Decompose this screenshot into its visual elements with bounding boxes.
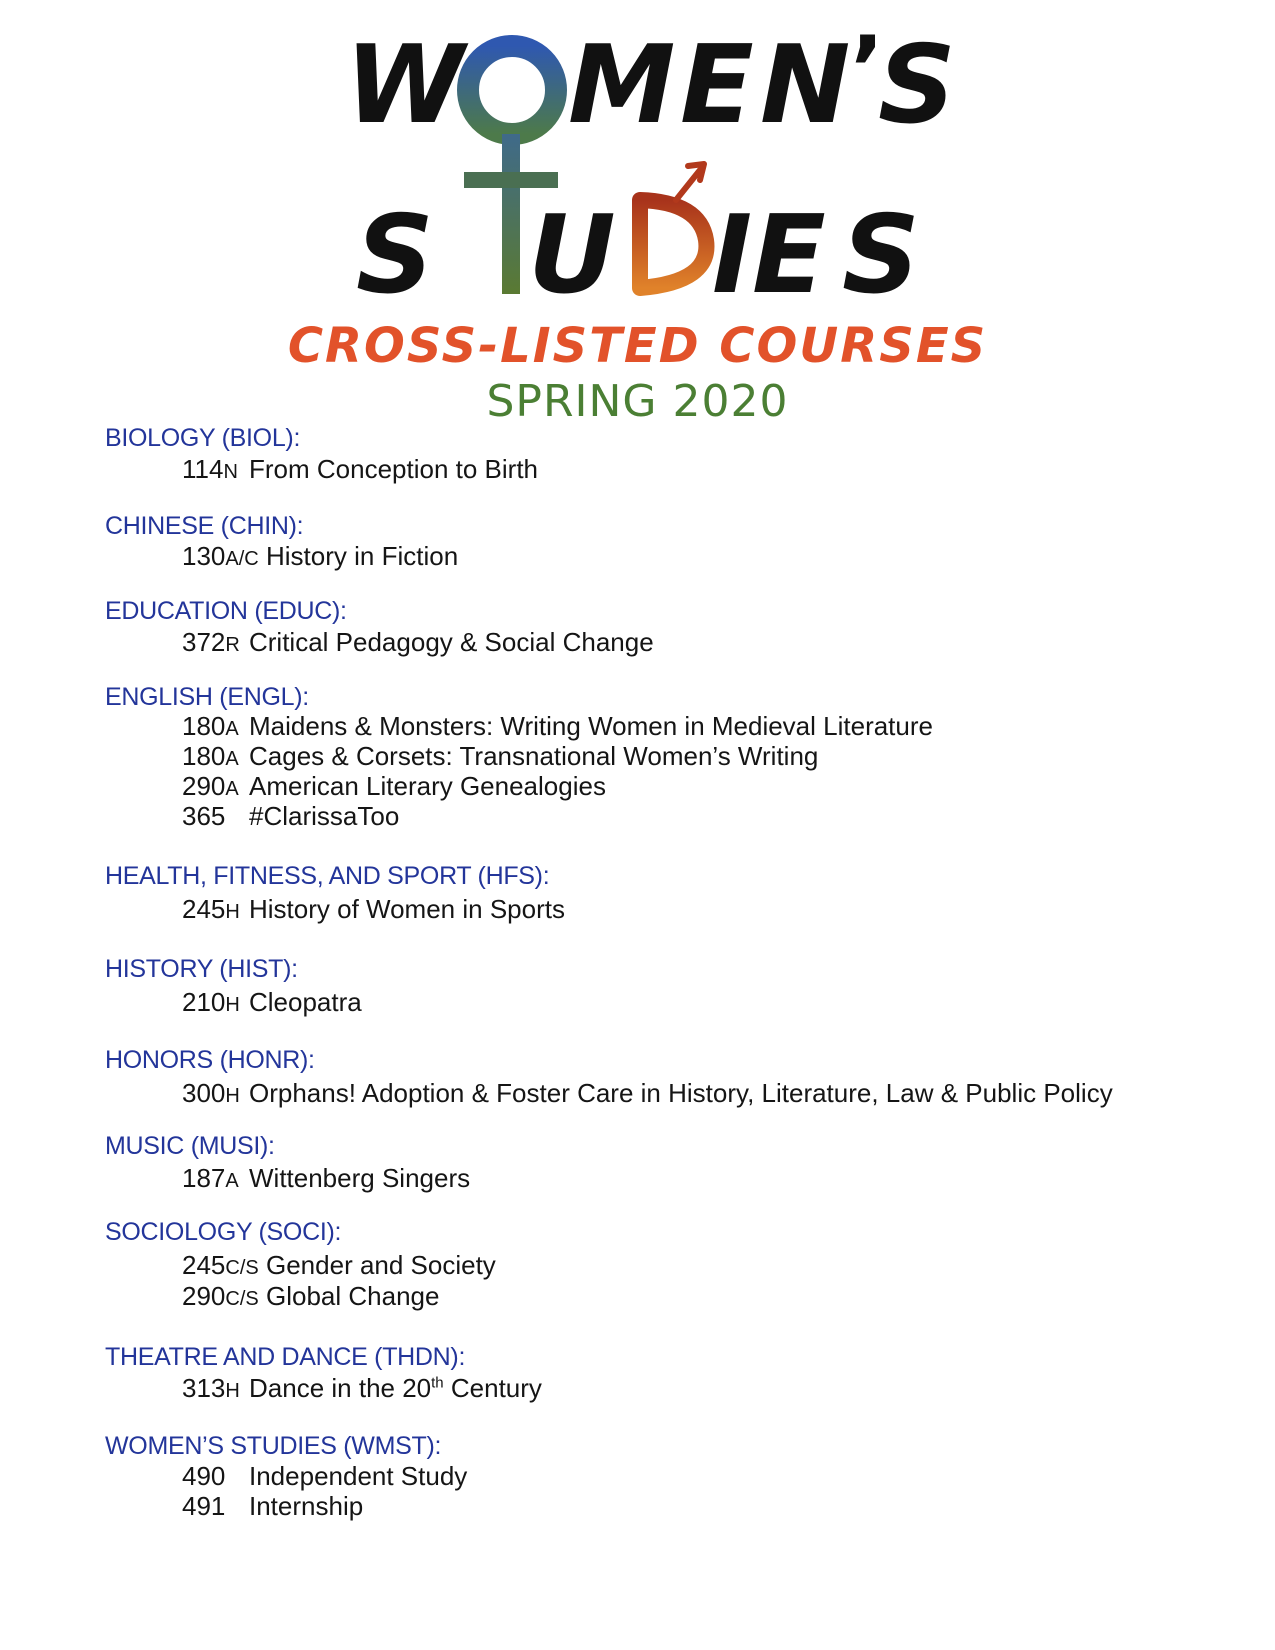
course-number: 210 xyxy=(182,987,226,1017)
course-row xyxy=(182,1281,440,1312)
course-title xyxy=(249,801,399,832)
course-title-text: Orphans! Adoption & Foster Care in History, Literature, Law & Public Policy xyxy=(249,1078,1113,1108)
course-row xyxy=(182,541,459,572)
course-code: A xyxy=(225,718,239,740)
course-row xyxy=(182,1491,364,1522)
logo-letter-s: S xyxy=(878,23,956,148)
department-heading: ENGLISH (ENGL): xyxy=(105,683,309,711)
course-title xyxy=(266,541,458,572)
course-code: A xyxy=(225,748,239,770)
course-row xyxy=(182,741,819,772)
course-code: H xyxy=(225,1380,240,1402)
course-row xyxy=(182,894,565,925)
course-number: 180 xyxy=(182,711,226,741)
course-title xyxy=(249,711,933,742)
department-heading: CHINESE (CHIN): xyxy=(105,512,304,540)
course-title-text: Critical Pedagogy & Social Change xyxy=(249,627,654,657)
course-title xyxy=(249,771,606,802)
course-title-text: Independent Study xyxy=(249,1461,468,1491)
course-title-text: History in Fiction xyxy=(266,541,459,571)
course-title-text: Internship xyxy=(249,1491,364,1521)
course-title-text: American Literary Genealogies xyxy=(249,771,606,801)
course-title xyxy=(249,987,362,1018)
course-code: N xyxy=(223,461,238,483)
course-title xyxy=(249,741,818,772)
course-title xyxy=(249,627,654,658)
course-row xyxy=(182,771,606,802)
logo-letter-s2: S xyxy=(842,193,920,318)
course-title xyxy=(249,1491,363,1522)
course-row xyxy=(182,1461,468,1492)
course-number: 313 xyxy=(182,1373,226,1403)
course-number: 290 xyxy=(182,771,226,801)
logo-letter-i: I xyxy=(712,193,753,318)
course-number: 490 xyxy=(182,1461,226,1491)
course-title-text: Global Change xyxy=(266,1281,440,1311)
course-row xyxy=(182,711,933,742)
course-code: A xyxy=(225,1170,239,1192)
course-title xyxy=(266,1281,439,1312)
logo-letter-m: M xyxy=(568,23,676,148)
course-row xyxy=(182,1250,496,1281)
course-number: 300 xyxy=(182,1078,226,1108)
course-title-text: Maidens & Monsters: Writing Women in Medieval Literature xyxy=(249,711,933,741)
course-title-superscript: th xyxy=(431,1374,444,1392)
course-title-text: Cleopatra xyxy=(249,987,362,1017)
course-title-text: From Conception to Birth xyxy=(249,454,539,484)
course-number: 187 xyxy=(182,1163,226,1193)
course-title xyxy=(249,1078,1113,1109)
course-title xyxy=(266,1250,496,1281)
logo-apostrophe: ’ xyxy=(850,17,885,122)
department-heading: THEATRE AND DANCE (THDN): xyxy=(105,1343,466,1371)
course-title-text: Gender and Society xyxy=(266,1250,496,1280)
course-code: A/C xyxy=(225,548,259,570)
logo-letter-u: U xyxy=(528,193,616,318)
department-heading: HONORS (HONR): xyxy=(105,1046,315,1074)
course-number: 372 xyxy=(182,627,226,657)
course-row xyxy=(182,454,539,485)
course-row xyxy=(182,1163,471,1194)
course-title xyxy=(249,1373,542,1404)
course-row xyxy=(182,1078,1113,1109)
course-row xyxy=(182,627,654,658)
logo-letter-w: W xyxy=(345,23,465,148)
course-number: 245 xyxy=(182,1250,226,1280)
department-heading: HEALTH, FITNESS, AND SPORT (HFS): xyxy=(105,862,550,890)
department-heading: WOMEN’S STUDIES (WMST): xyxy=(105,1432,442,1460)
course-title xyxy=(249,894,565,925)
course-title-text: #ClarissaToo xyxy=(249,801,400,831)
logo-letter-e2: E xyxy=(752,193,826,318)
department-heading: BIOLOGY (BIOL): xyxy=(105,424,301,452)
course-number: 130 xyxy=(182,541,226,571)
department-heading: EDUCATION (EDUC): xyxy=(105,597,347,625)
subtitle: CROSS-LISTED COURSES xyxy=(287,318,988,374)
course-code: H xyxy=(225,901,240,923)
course-number: 180 xyxy=(182,741,226,771)
course-row xyxy=(182,1373,542,1404)
course-code: R xyxy=(225,634,240,656)
course-title xyxy=(249,1461,467,1492)
course-title-text-after: Century xyxy=(443,1373,542,1403)
department-heading: SOCIOLOGY (SOCI): xyxy=(105,1218,342,1246)
course-title-text: Dance in the 20 xyxy=(249,1373,432,1403)
course-code: H xyxy=(225,994,240,1016)
course-title xyxy=(249,454,538,485)
course-number: 491 xyxy=(182,1491,226,1521)
course-number: 365 xyxy=(182,801,226,831)
logo-letter-n: N xyxy=(760,23,851,148)
logo-letter-e: E xyxy=(680,23,754,148)
department-heading: MUSIC (MUSI): xyxy=(105,1132,275,1160)
course-row xyxy=(182,987,362,1018)
course-code: H xyxy=(225,1085,240,1107)
course-title-text: History of Women in Sports xyxy=(249,894,565,924)
department-heading: HISTORY (HIST): xyxy=(105,955,298,983)
course-row xyxy=(182,801,400,832)
logo-letter-s1: S xyxy=(356,193,434,318)
course-code: C/S xyxy=(225,1257,259,1279)
course-number: 245 xyxy=(182,894,226,924)
course-code: A xyxy=(225,778,239,800)
course-title xyxy=(249,1163,470,1194)
course-title-text: Wittenberg Singers xyxy=(249,1163,471,1193)
course-number: 114 xyxy=(182,454,224,484)
course-number: 290 xyxy=(182,1281,226,1311)
course-title-text: Cages & Corsets: Transnational Women’s Writing xyxy=(249,741,819,771)
term-heading: SPRING 2020 xyxy=(486,376,789,427)
course-code: C/S xyxy=(225,1288,259,1310)
